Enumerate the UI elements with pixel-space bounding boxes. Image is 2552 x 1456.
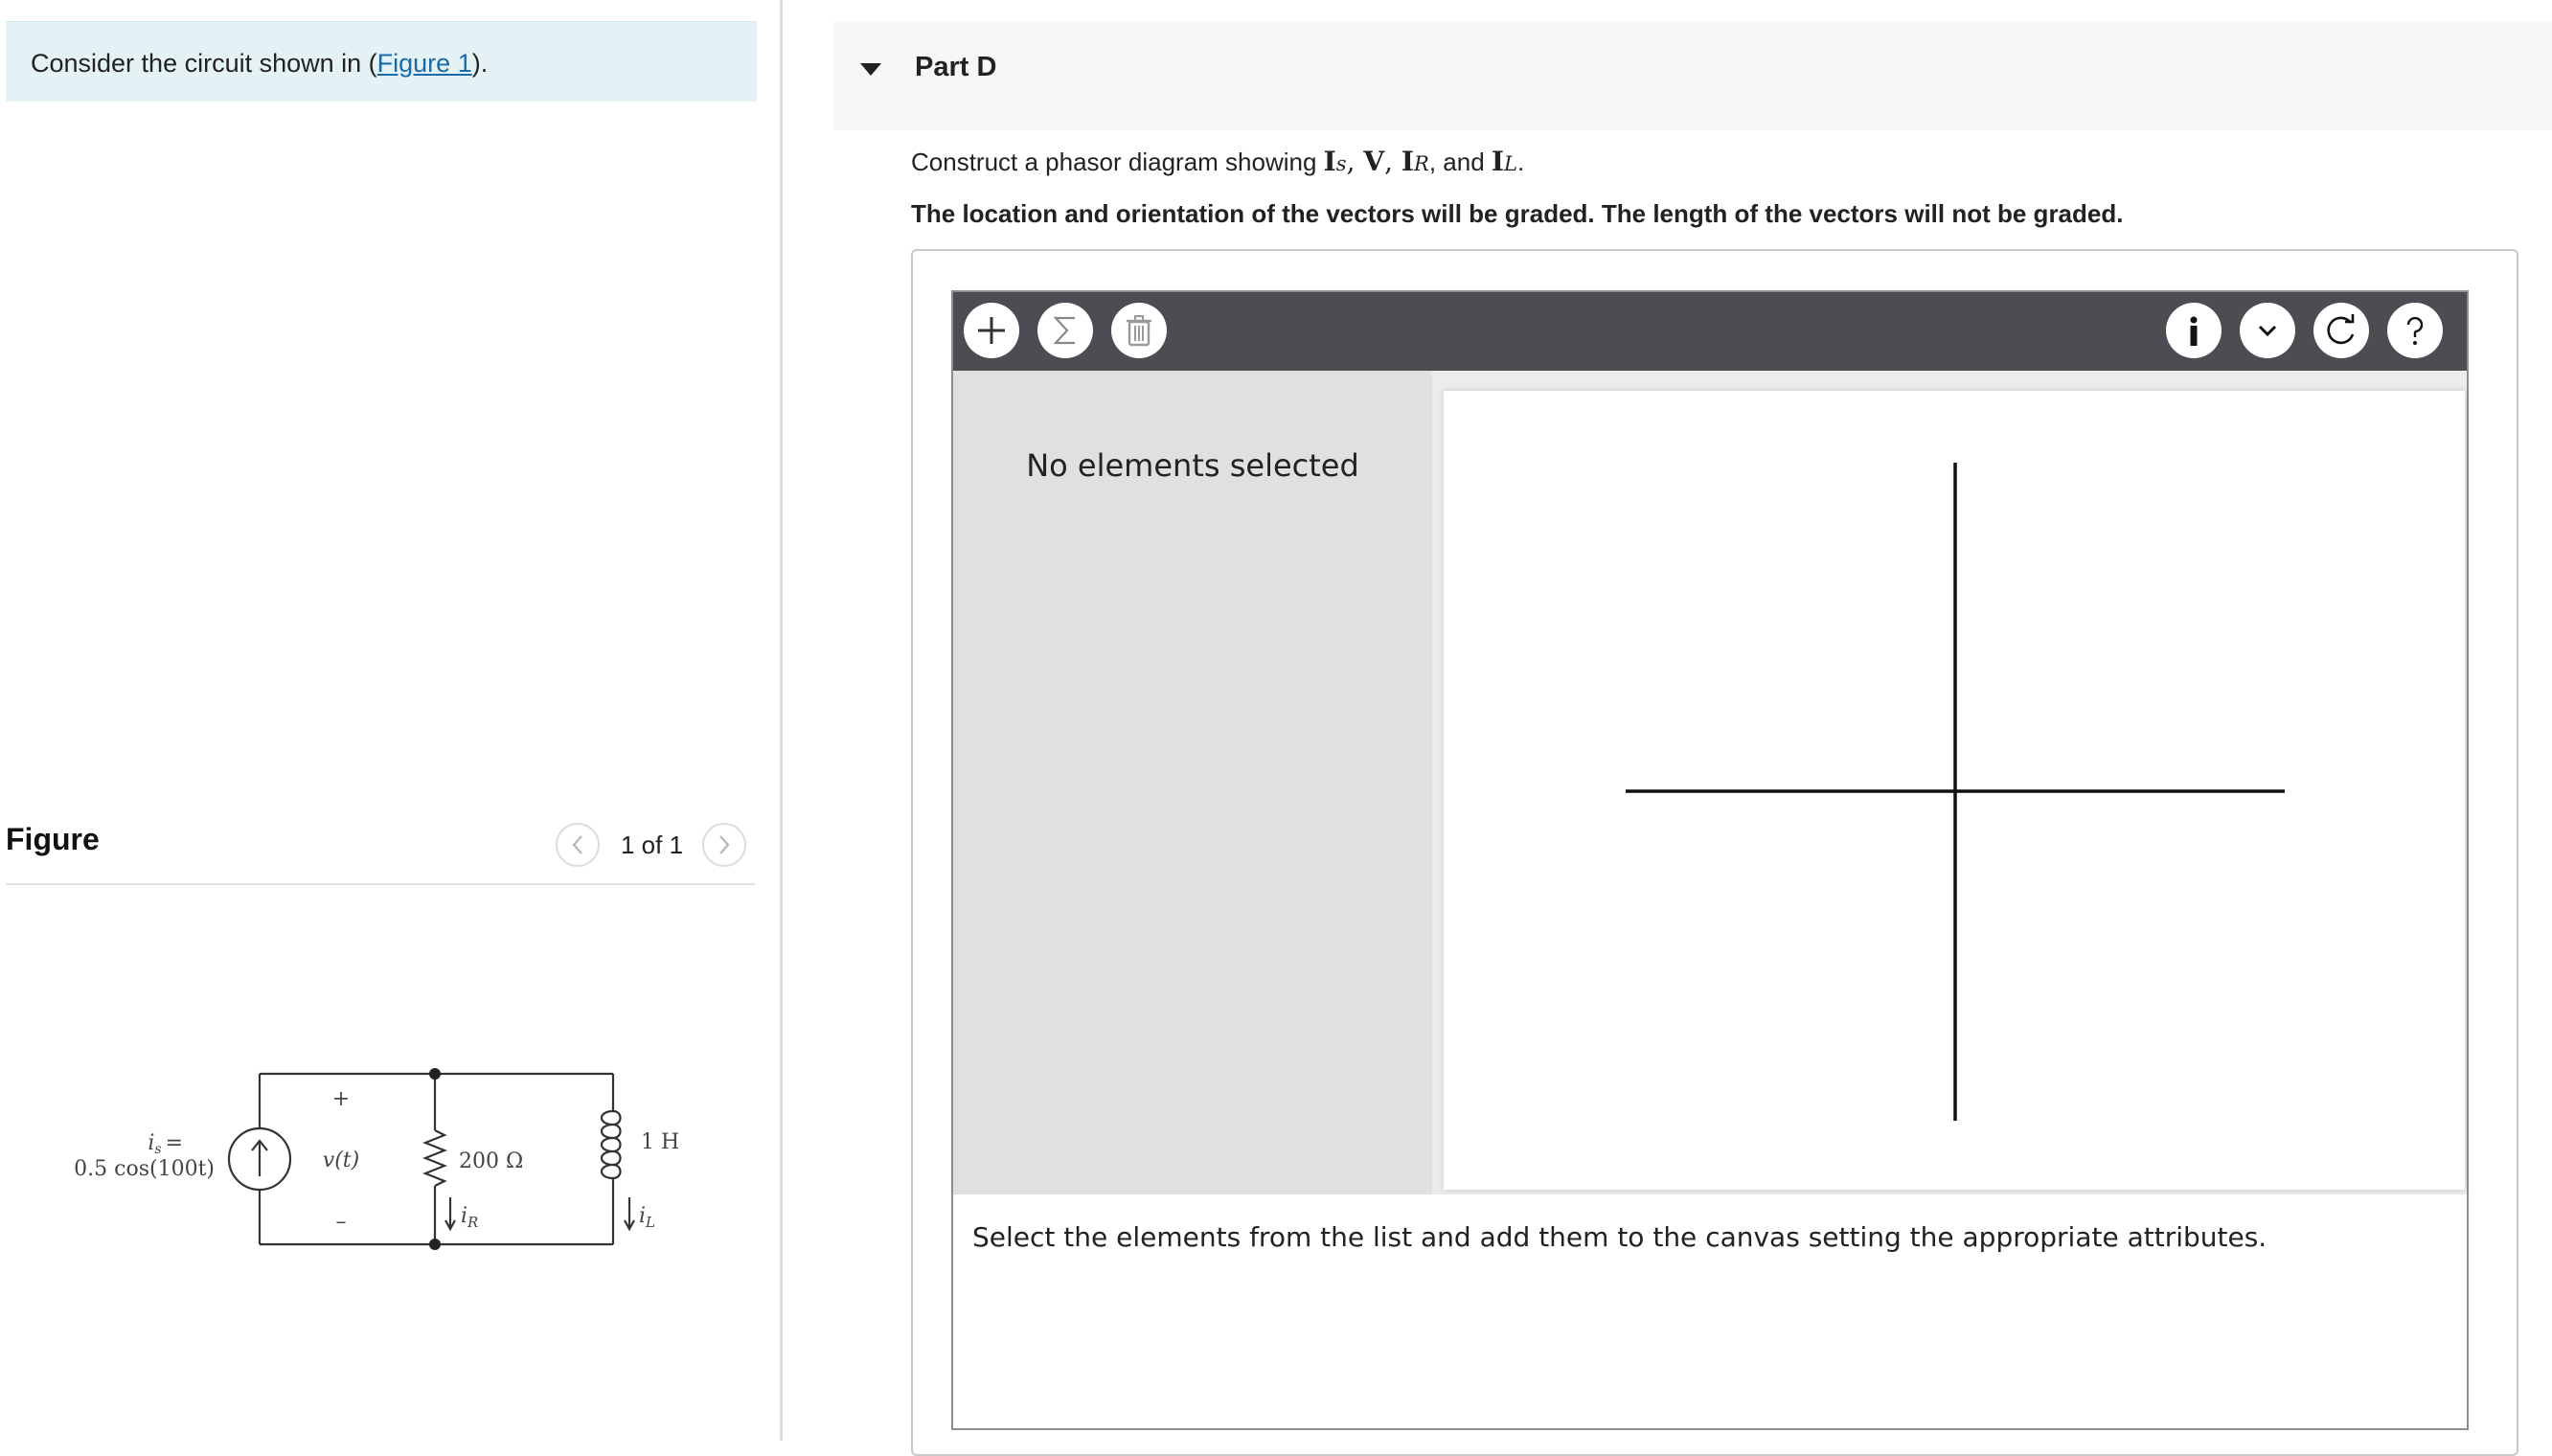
next-figure-button[interactable] [702, 823, 746, 867]
symbol-v: V [1363, 146, 1385, 177]
figure-pagination [556, 822, 746, 868]
tool-hint: Select the elements from the list and add them to the canvas setting the appropriate attributes. [972, 1221, 2267, 1253]
resistor-label: 200 Ω [459, 1149, 524, 1173]
sep-2: , [1384, 146, 1401, 177]
drawing-canvas[interactable] [1444, 391, 2465, 1190]
collapse-caret-icon[interactable] [860, 63, 881, 76]
symbol-il: I [1491, 146, 1505, 177]
figure-title: Figure [6, 822, 100, 856]
grading-note: The location and orientation of the vectors will be graded. The length of the vectors will not be graded. [911, 199, 2124, 228]
sum-button[interactable] [1037, 303, 1093, 358]
svg-text:is= [148, 1131, 183, 1157]
properties-panel [953, 371, 1432, 1194]
chevron-right-icon [717, 833, 732, 856]
phasor-drawing-tool [951, 290, 2469, 1430]
part-header[interactable] [833, 21, 2552, 130]
intro-text-end: ). [471, 49, 489, 78]
circuit-diagram [57, 1054, 709, 1274]
tool-toolbar [953, 292, 2467, 371]
sep-1: , [1346, 146, 1364, 177]
help-button[interactable] [2387, 303, 2443, 358]
source-label: i [148, 1131, 155, 1155]
chevron-down-icon [2248, 311, 2287, 350]
instruction-text [911, 146, 1524, 177]
symbol-ir: I [1401, 146, 1415, 177]
info-button[interactable] [2166, 303, 2222, 358]
left-panel [0, 0, 782, 1441]
instruction-end: . [1516, 148, 1525, 176]
figure-divider [6, 883, 755, 885]
prev-figure-button[interactable] [556, 823, 600, 867]
svg-text:iR [461, 1204, 478, 1231]
source-sub: s [154, 1142, 162, 1157]
minus-sign: – [335, 1210, 347, 1234]
panel-divider [780, 0, 783, 1441]
sigma-icon [1046, 311, 1084, 350]
info-icon [2175, 311, 2213, 350]
voltage-label: v(t) [322, 1149, 360, 1172]
problem-intro [6, 21, 757, 102]
plus-sign: + [331, 1087, 351, 1111]
ir-sub: R [467, 1214, 479, 1231]
svg-text:iL [639, 1204, 655, 1231]
il-sub: L [646, 1214, 656, 1231]
help-icon [2396, 311, 2434, 350]
add-element-button[interactable] [964, 303, 1019, 358]
symbol-il-sub: L [1504, 152, 1517, 175]
plus-icon [972, 311, 1011, 350]
sep-3: , and [1428, 148, 1492, 176]
il-label: i [639, 1204, 647, 1228]
figure-link[interactable]: Figure 1 [376, 49, 472, 78]
trash-icon [1120, 311, 1158, 350]
part-title: Part D [915, 52, 997, 82]
reset-button[interactable] [2313, 303, 2369, 358]
figure-count: 1 of 1 [621, 830, 684, 859]
symbol-ir-sub: R [1414, 152, 1429, 175]
dropdown-button[interactable] [2240, 303, 2295, 358]
inductor-label: 1 H [641, 1130, 680, 1154]
phasor-axes [1444, 391, 2465, 1190]
chevron-left-icon [570, 833, 585, 856]
reset-icon [2320, 309, 2362, 352]
source-eq: = [165, 1131, 183, 1155]
no-selection-text: No elements selected [1026, 447, 1359, 484]
symbol-is: I [1323, 146, 1336, 177]
delete-button[interactable] [1111, 303, 1167, 358]
intro-text: Consider the circuit shown in ( [31, 49, 377, 78]
source-value: 0.5 cos(100t) [74, 1157, 215, 1181]
instruction-prefix: Construct a phasor diagram showing [911, 148, 1324, 176]
symbol-is-sub: s [1335, 152, 1347, 175]
ir-label: i [461, 1204, 468, 1228]
